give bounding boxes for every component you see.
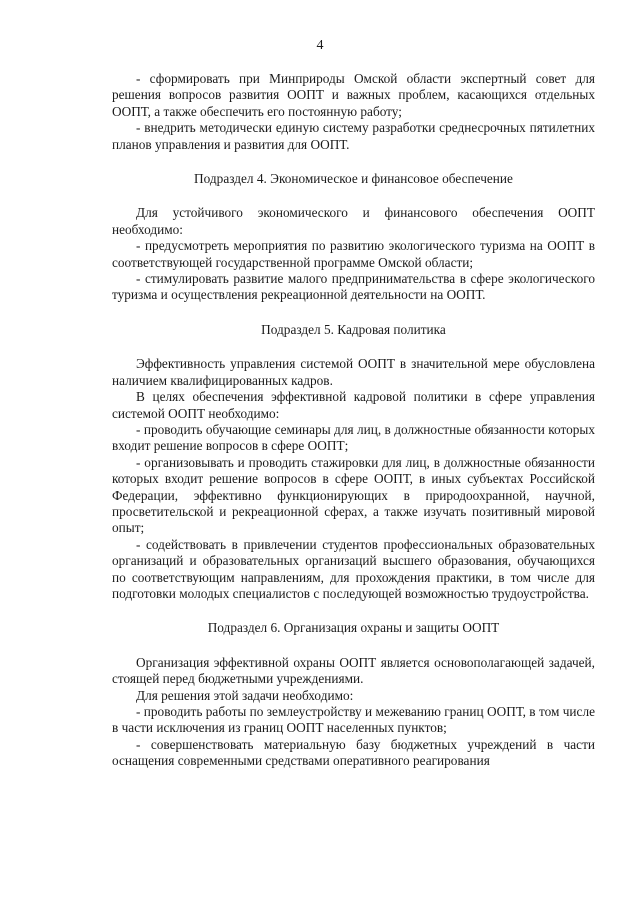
section-heading: Подраздел 4. Экономическое и финансовое обеспечение [194,171,513,187]
paragraph: - внедрить методически единую систему разработки среднесрочных пятилетних планов управления и развития для ООПТ. [112,120,595,152]
section-heading: Подраздел 6. Организация охраны и защиты ООПТ [207,620,500,636]
paragraph: В целях обеспечения эффективной кадровой политики в сфере управления системой ООПТ необходимо: [112,389,595,421]
paragraph: - содействовать в привлечении студентов профессиональных образовательных организаций и образовательных организаций высшего образования, обучающихся по соответствующим направлениям, для прохождения практики, в том числе для подготовки молодых специалистов с последующей возможностью трудоустройства. [112,536,595,601]
page-number: 4 [316,38,324,53]
paragraph: Для решения этой задачи необходимо: [136,687,354,703]
section-heading: Подраздел 5. Кадровая политика [261,321,446,337]
document-body [112,71,595,770]
paragraph: Эффективность управления системой ООПТ в значительной мере обусловлена наличием квалифицированных кадров. [112,356,595,388]
paragraph: - стимулировать развитие малого предпринимательства в сфере экологического туризма и осуществления рекреационной деятельности на ООПТ. [112,271,595,303]
paragraph: - совершенствовать материальную базу бюджетных учреждений в части оснащения современными средствами оперативного реагирования [112,736,595,769]
paragraph: - организовывать и проводить стажировки для лиц, в должностные обязанности которых входит решение вопросов в сфере ООПТ, в иных субъектах Российской Федерации, эффективно функционирующих в природоохранной, научной, просветительской и рекреационной сферах, а также изучать позитивный мировой опыт; [112,454,595,536]
paragraph: Для устойчивого экономического и финансового обеспечения ООПТ необходимо: [112,205,595,237]
paragraph: - проводить обучающие семинары для лиц, в должностные обязанности которых входит решение вопросов в сфере ООПТ; [112,421,595,454]
paragraph: - проводить работы по землеустройству и межеванию границ ООПТ, в том числе в части исключения из границ ООПТ населенных пунктов; [112,704,595,736]
paragraph: - сформировать при Минприроды Омской области экспертный совет для решения вопросов развития ООПТ и важных проблем, касающихся отдельных ООПТ, а также обеспечить его постоянную работу; [112,71,595,119]
paragraph: Организация эффективной охраны ООПТ является основополагающей задачей, стоящей перед бюджетными учреждениями. [112,654,595,687]
paragraph: - предусмотреть мероприятия по развитию экологического туризма на ООПТ в соответствующей государственной программе Омской области; [112,238,595,270]
